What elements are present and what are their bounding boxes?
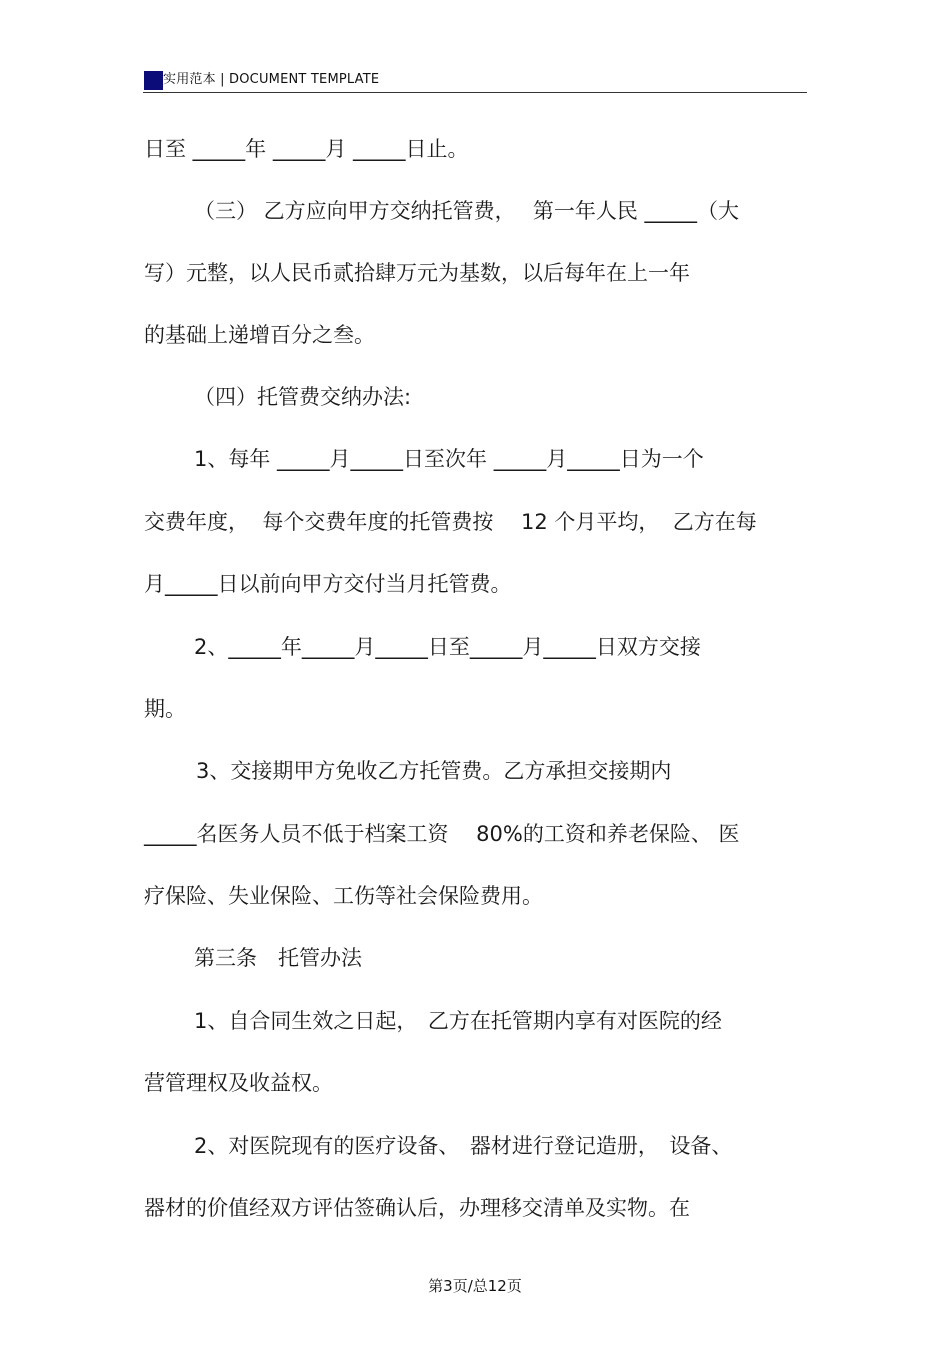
text-line: 3、交接期甲方免收乙方托管费。乙方承担交接期内 [196,759,672,783]
text-line: （三） 乙方应向甲方交纳托管费， 第一年人民 _____（大 [194,199,740,223]
text-line: 交费年度， 每个交费年度的托管费按 12 个月平均， 乙方在每 [144,510,757,534]
text-line: 2、对医院现有的医疗设备、 器材进行登记造册， 设备、 [194,1134,733,1158]
text-line: 期。 [144,697,186,721]
page-number: 第3页/总12页 [428,1277,522,1295]
text-line: 2、_____年_____月_____日至_____月_____日双方交接 [194,635,701,659]
text-line: （四）托管费交纳办法: [194,385,412,409]
text-line: 1、自合同生效之日起， 乙方在托管期内享有对医院的经 [194,1009,722,1033]
text-line: 写）元整，以人民币贰拾肆万元为基数，以后每年在上一年 [144,261,690,285]
text-line: 月_____日以前向甲方交付当月托管费。 [144,572,512,596]
text-line: 日至 _____年 _____月 _____日止。 [144,137,469,161]
text-line: 器材的价值经双方评估签确认后，办理移交清单及实物。在 [144,1196,690,1220]
text-line: 第三条 托管办法 [194,946,362,970]
text-line: 疗保险、失业保险、工伤等社会保险费用。 [144,884,543,908]
text-line: _____名医务人员不低于档案工资 80%的工资和养老保险、 医 [144,822,740,846]
header-title: 实用范本 | DOCUMENT TEMPLATE [163,72,380,87]
text-line: 1、每年 _____月_____日至次年 _____月_____日为一个 [194,447,704,471]
text-line: 营管理权及收益权。 [144,1071,333,1095]
text-line: 的基础上递增百分之叁。 [144,323,375,347]
page-header [143,70,807,93]
logo-square-icon [144,71,163,90]
